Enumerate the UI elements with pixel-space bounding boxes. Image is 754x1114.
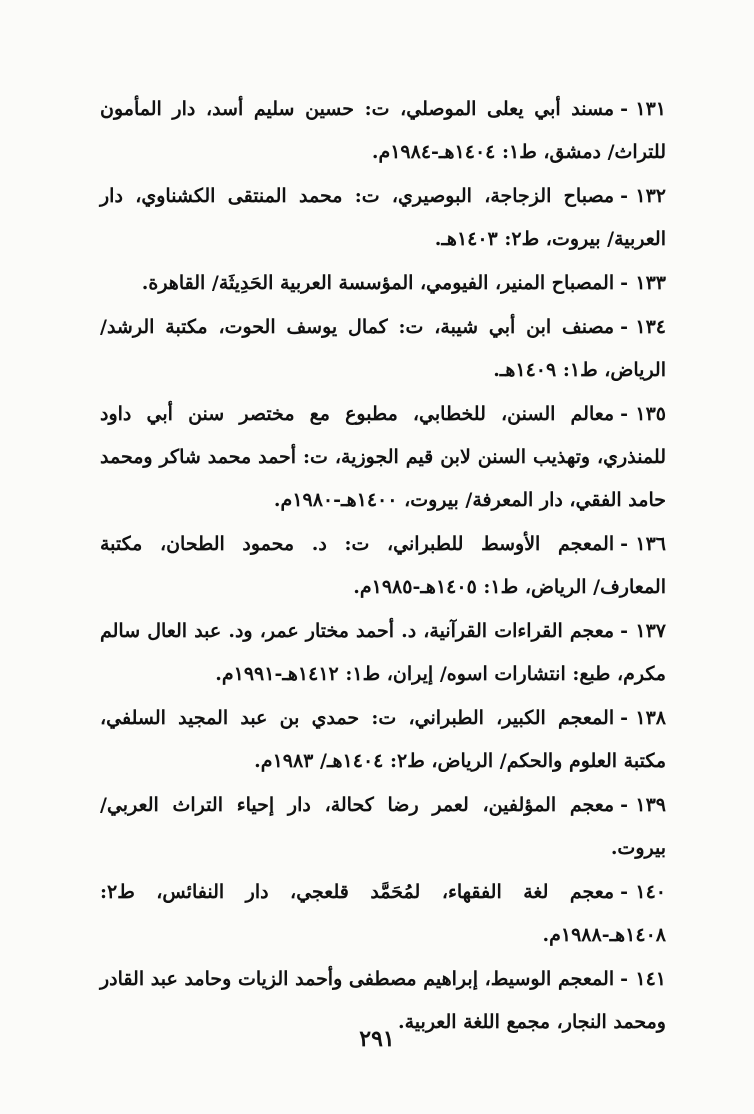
entry-dash: - bbox=[620, 968, 628, 990]
entry-dash: - bbox=[620, 403, 628, 425]
entry-dash: - bbox=[620, 272, 628, 294]
entry-dash: - bbox=[620, 98, 628, 120]
reference-entry bbox=[100, 697, 666, 783]
entry-number: ١٣٧ bbox=[635, 620, 666, 642]
entry-text: المعجم الوسيط، إبراهيم مصطفى وأحمد الزيات وحامد عبد القادر ومحمد النجار، مجمع اللغة العربية. bbox=[100, 968, 666, 1033]
reference-list bbox=[100, 88, 666, 1044]
reference-entry bbox=[100, 871, 666, 957]
page-number: ٢٩١ bbox=[359, 1026, 395, 1052]
entry-dash: - bbox=[620, 881, 628, 903]
entry-number: ١٣٣ bbox=[635, 272, 666, 294]
entry-dash: - bbox=[620, 794, 628, 816]
reference-entry bbox=[100, 88, 666, 174]
reference-entry bbox=[100, 523, 666, 609]
entry-dash: - bbox=[620, 533, 628, 555]
entry-dash: - bbox=[620, 620, 628, 642]
entry-text: المعجم الكبير، الطبراني، ت: حمدي بن عبد المجيد السلفي، مكتبة العلوم والحكم/ الرياض، ط٢: ١٤٠٤هـ/ ١٩٨٣م. bbox=[100, 707, 666, 772]
reference-entry bbox=[100, 175, 666, 261]
reference-entry bbox=[100, 610, 666, 696]
entry-number: ١٣٥ bbox=[635, 403, 666, 425]
entry-text: مصباح الزجاجة، البوصيري، ت: محمد المنتقى الكشناوي، دار العربية/ بيروت، ط٢: ١٤٠٣هـ. bbox=[100, 185, 666, 250]
reference-entry bbox=[100, 262, 666, 305]
entry-number: ١٣٢ bbox=[635, 185, 666, 207]
entry-text: معجم لغة الفقهاء، لمُحَمَّد قلعجي، دار النفائس، ط٢: ١٤٠٨هـ-١٩٨٨م. bbox=[100, 881, 666, 946]
entry-number: ١٣٨ bbox=[635, 707, 666, 729]
entry-number: ١٣٦ bbox=[635, 533, 666, 555]
entry-text: معجم القراءات القرآنية، د. أحمد مختار عمر، ود. عبد العال سالم مكرم، طبع: انتشارات اسوه/ إيران، ط١: ١٤١٢هـ-١٩٩١م. bbox=[100, 620, 666, 685]
entry-text: معالم السنن، للخطابي، مطبوع مع مختصر سنن أبي داود للمنذري، وتهذيب السنن لابن قيم الجوزية، ت: أحمد محمد شاكر ومحمد حامد الفقي، دار المعرفة/ بيروت، ١٤٠٠هـ-١٩٨٠م. bbox=[100, 403, 666, 511]
entry-text: المعجم الأوسط للطبراني، ت: د. محمود الطحان، مكتبة المعارف/ الرياض، ط١: ١٤٠٥هـ-١٩٨٥م. bbox=[100, 533, 666, 598]
entry-dash: - bbox=[620, 316, 628, 338]
entry-text: معجم المؤلفين، لعمر رضا كحالة، دار إحياء التراث العربي/ بيروت. bbox=[100, 794, 666, 859]
entry-dash: - bbox=[620, 185, 628, 207]
reference-entry bbox=[100, 393, 666, 522]
entry-dash: - bbox=[620, 707, 628, 729]
entry-text: المصباح المنير، الفيومي، المؤسسة العربية الحَدِيثَة/ القاهرة. bbox=[141, 272, 615, 294]
entry-text: مصنف ابن أبي شيبة، ت: كمال يوسف الحوت، مكتبة الرشد/ الرياض، ط١: ١٤٠٩هـ. bbox=[100, 316, 666, 381]
entry-number: ١٣٤ bbox=[635, 316, 666, 338]
entry-number: ١٣١ bbox=[635, 98, 666, 120]
entry-number: ١٣٩ bbox=[635, 794, 666, 816]
entry-text: مسند أبي يعلى الموصلي، ت: حسين سليم أسد، دار المأمون للتراث/ دمشق، ط١: ١٤٠٤هـ-١٩٨٤م. bbox=[100, 98, 666, 163]
entry-number: ١٤١ bbox=[635, 968, 666, 990]
reference-entry bbox=[100, 306, 666, 392]
entry-number: ١٤٠ bbox=[635, 881, 666, 903]
reference-entry bbox=[100, 784, 666, 870]
